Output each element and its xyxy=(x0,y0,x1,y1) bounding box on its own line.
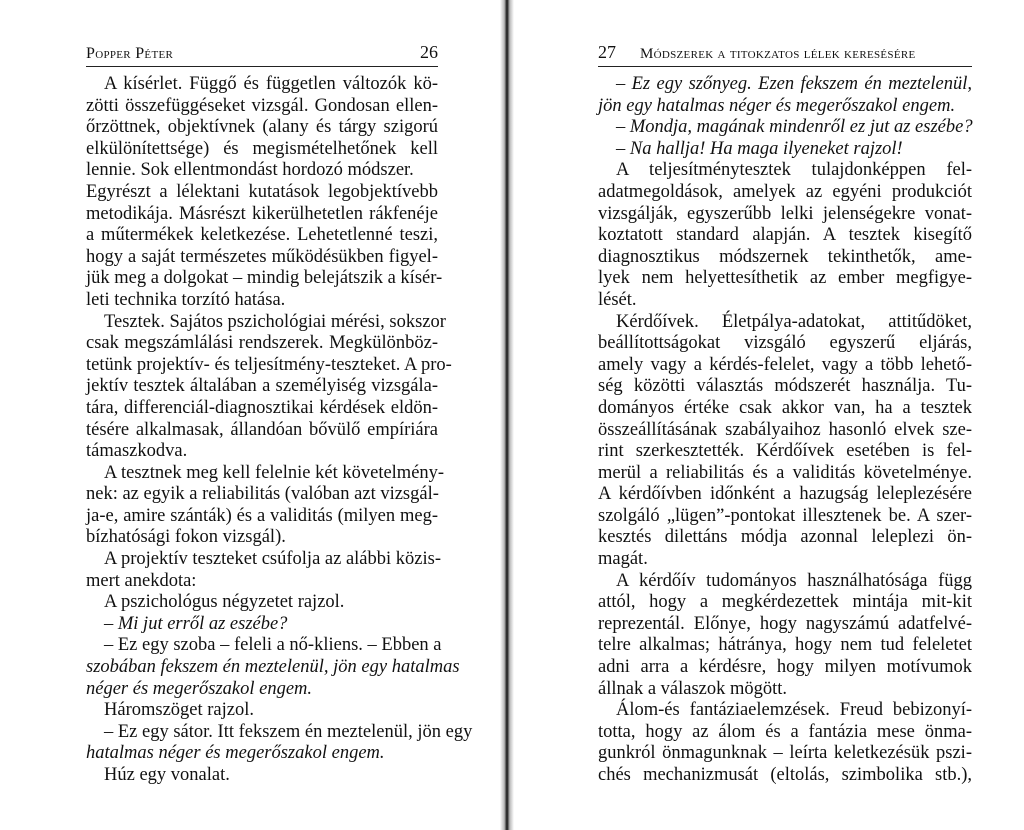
text-line: néger és megerőszakol engem. xyxy=(86,678,313,699)
text-line: amely vagy a kérdés-felelet, vagy a több lehető- xyxy=(598,354,972,375)
text-line: – Ez egy szoba – feleli a nő-kliens. – Ebben a xyxy=(104,635,442,656)
text-line: lennie. Sok ellentmondást hordozó módszer. xyxy=(86,160,414,181)
text-line: – Ez egy szőnyeg. Ezen fekszem én meztelenül, xyxy=(616,74,972,94)
text-line: A kérdőív tudományos használhatósága függ xyxy=(616,570,972,591)
text-line: támaszkodva. xyxy=(86,441,188,462)
text-line: – Mi jut erről az eszébe? xyxy=(104,613,288,634)
text-line: A projektív teszteket csúfolja az alábbi közis- xyxy=(104,549,441,570)
text-line: jektív tesztek általában a személyiség vizsgála- xyxy=(86,376,438,397)
text-line: telre alkalmas; hátránya, hogy nem tud feleletet xyxy=(598,635,972,656)
text-line: ség közötti választás módszerét használja. Tu- xyxy=(598,376,972,397)
text-line: A teljesítménytesztek tulajdonképpen fel- xyxy=(616,160,972,181)
text-line: reprezentál. Előnye, hogy nagyszámú adatfelvé- xyxy=(598,613,972,634)
text-line: A kísérlet. Függő és független változók kö- xyxy=(104,74,438,94)
text-line: attól, hogy a megkérdezettek mintája mit-kit xyxy=(598,592,972,613)
text-line: lését. xyxy=(598,289,637,310)
text-line: Húz egy vonalat. xyxy=(104,765,230,785)
right-page-text xyxy=(598,74,972,787)
text-line: mert anekdota: xyxy=(86,570,197,591)
text-line: ja-e, amire szánták) és a validitás (milyen meg- xyxy=(86,505,438,526)
text-line: – Mondja, magának mindenről ez jut az eszébe? xyxy=(616,117,973,138)
running-head-author: Popper Péter xyxy=(86,45,174,62)
text-line: tetünk projektív- és teljesítmény-teszteket. A pro- xyxy=(86,354,452,375)
text-line: – Na hallja! Ha maga ilyeneket rajzol! xyxy=(616,138,903,159)
text-line: koztatott standard alapján. A tesztek kisegítő xyxy=(598,225,972,246)
text-line: Háromszöget rajzol. xyxy=(104,700,254,721)
text-line: merül a reliabilitás és a validitás követelménye. xyxy=(598,462,972,483)
text-line: A kérdőívben időnként a hazugság leleplezésére xyxy=(598,484,972,505)
left-page-header xyxy=(86,42,438,67)
page-number-left: 26 xyxy=(420,42,438,62)
text-line: rint szerkesztették. Kérdőívek esetében is fel- xyxy=(598,441,972,462)
text-line: jük meg a dolgokat – mindig belejátszik a kísér- xyxy=(86,268,443,289)
text-line: A tesztnek meg kell felelnie két követelmény- xyxy=(104,462,445,483)
text-line: lyek nem helyettesíthetik az ember megfigye- xyxy=(598,268,972,289)
text-line: hogy a saját természetes működésükben figyel- xyxy=(86,246,438,267)
text-line: a műtermékek keletkezése. Lehetetlenné teszi, xyxy=(86,225,438,246)
text-line: bízhatósági fokon vizsgál). xyxy=(86,527,286,548)
left-page xyxy=(86,0,473,830)
text-line: szobában fekszem én meztelenül, jön egy hatalmas xyxy=(86,657,460,678)
text-line: leti technika torzító hatása. xyxy=(86,289,286,310)
text-line: állnak a válaszok mögött. xyxy=(598,678,788,699)
text-line: csak megszámlálási rendszerek. Megkülönböz- xyxy=(86,333,438,354)
left-page-text xyxy=(86,74,473,787)
text-line: Álom-és fantáziaelemzések. Freud bebizonyí- xyxy=(616,700,972,721)
text-line: tára, differenciál-diagnosztikai kérdések eldön- xyxy=(86,397,438,418)
right-page xyxy=(598,0,972,830)
text-line: elkülönítettsége) és megismételhetőnek kell xyxy=(86,138,438,159)
text-line: kesztés dilettáns módja azonnal leleplezi ön- xyxy=(598,527,972,548)
text-line: összeállításának szabályaihoz hasonló elvek sze- xyxy=(598,419,972,440)
text-line: jön egy hatalmas néger és megerőszakol engem. xyxy=(598,95,956,116)
text-line: magát. xyxy=(598,549,648,570)
text-line: A pszichológus négyzetet rajzol. xyxy=(104,592,345,613)
text-line: Tesztek. Sajátos pszichológiai mérési, sokszor xyxy=(104,311,446,332)
text-line: őrzöttnek, objektívnek (alany és tárgy szigorú xyxy=(86,117,438,138)
text-line: szolgáló „lügen”-pontokat illesztenek be. A szer- xyxy=(598,505,972,526)
text-line: zötti összefüggéseket vizsgál. Gondosan ellen- xyxy=(86,95,438,116)
text-line: chés mechanizmusát (eltolás, szimbolika stb.), xyxy=(598,765,972,785)
text-line: adatmegoldások, amelyek az egyéni produkciót xyxy=(598,181,972,202)
text-line: hatalmas néger és megerőszakol engem. xyxy=(86,743,385,764)
page-number-right: 27 xyxy=(598,42,616,62)
text-line: dományos értéke csak akkor van, ha a tesztek xyxy=(598,397,972,418)
text-line: tésére alkalmasak, állandóan bővülő empíriára xyxy=(86,419,438,440)
text-line: Kérdőívek. Életpálya-adatokat, attitűdöket, xyxy=(616,311,972,332)
text-line: – Ez egy sátor. Itt fekszem én meztelenül, jön egy xyxy=(104,721,473,742)
right-page-header xyxy=(598,42,972,67)
text-line: nek: az egyik a reliabilitás (valóban azt vizsgál- xyxy=(86,484,439,505)
text-line: Egyrészt a lélektani kutatások legobjektívebb xyxy=(86,181,438,202)
text-line: adni arra a kérdésre, hogy milyen motívumok xyxy=(598,657,972,678)
text-line: gunkról önmagunknak – leírta keletkezésük pszi- xyxy=(598,743,972,764)
text-line: beállítottságokat vizsgáló egyszerű eljárás, xyxy=(598,333,972,354)
text-line: vizsgálják, egyszerűbb lelki jelenségekre vonat- xyxy=(598,203,972,224)
text-line: metodikája. Másrészt kikerülhetetlen rákfenéje xyxy=(86,203,438,224)
text-line: diagnosztikus módszernek tekinthetők, ame- xyxy=(598,246,972,267)
text-line: totta, hogy az álom és a fantázia mese önma- xyxy=(598,721,972,742)
running-head-chapter: Módszerek a titokzatos lélek keresésére xyxy=(640,46,916,62)
book-gutter xyxy=(500,0,514,830)
